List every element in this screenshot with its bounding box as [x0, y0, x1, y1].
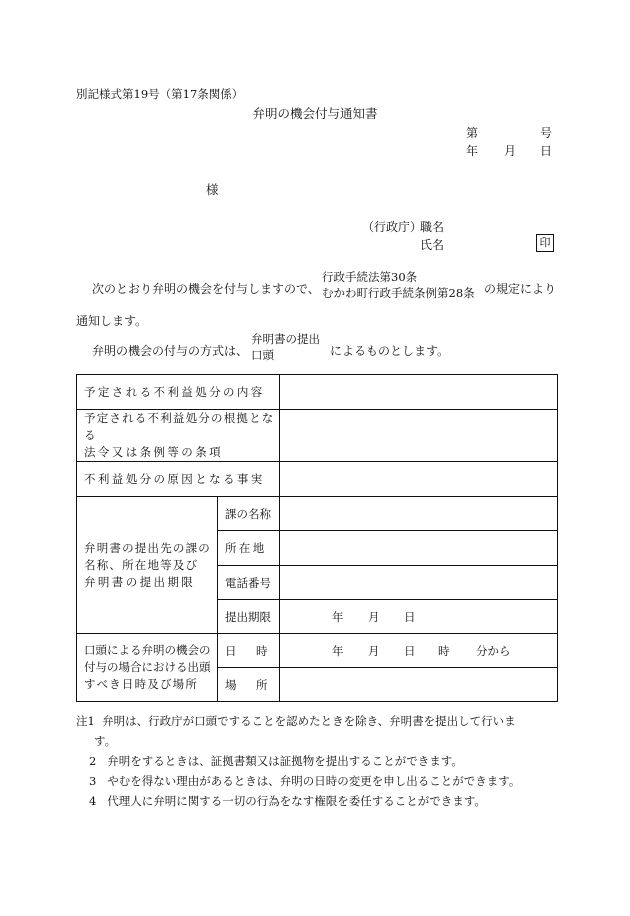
datetime-day: 日	[404, 643, 416, 658]
label-legal-basis-line1: 予定される不利益処分の根拠となる	[84, 411, 275, 442]
note-3-text: やむを得ない理由があるときは、弁明の日時の変更を申し出ることができます。	[107, 774, 521, 788]
label-place: 場 所	[218, 668, 280, 702]
law-option-1: 行政手続法第30条	[322, 270, 418, 284]
note-2-label: 2	[89, 754, 97, 768]
note-2	[76, 751, 566, 771]
note-4-text: 代理人に弁明に関する一切の行為をなす権限を委任することができます。	[107, 794, 486, 808]
label-oral-line1: 口頭による弁明の機会の	[84, 643, 211, 657]
value-deadline[interactable]	[280, 600, 558, 634]
addressee-honorific: 様	[206, 182, 219, 197]
value-place[interactable]	[280, 668, 558, 702]
datetime-minute: 分から	[476, 643, 511, 658]
deadline-year: 年	[332, 609, 344, 624]
value-cause-facts[interactable]	[280, 462, 558, 497]
law-option-2: むかわ町行政手続条例第28条	[322, 286, 475, 300]
label-section-name: 課の名称	[218, 497, 280, 531]
note-3	[76, 771, 566, 791]
label-submission-line3: 弁明書の提出期限	[84, 574, 196, 589]
label-submission-line2: 名称、所在地等及び	[84, 557, 199, 572]
note-1-continuation: す。	[94, 734, 117, 748]
datetime-month: 月	[368, 643, 380, 658]
body-line1-suffix: の規定により	[484, 282, 557, 296]
note-4	[76, 791, 566, 811]
label-datetime: 日 時	[218, 634, 280, 668]
value-planned-disposition[interactable]	[280, 375, 558, 410]
label-legal-basis	[77, 410, 280, 462]
label-submission-destination	[77, 497, 218, 634]
label-oral-line3: すべき日時及び場所	[84, 677, 199, 691]
notice-table	[76, 374, 558, 702]
label-phone: 電話番号	[218, 566, 280, 600]
sender-agency: （行政庁）	[362, 220, 423, 234]
note-4-label: 4	[89, 794, 97, 808]
label-oral-line2: 付与の場合における出頭	[84, 660, 211, 674]
value-section-name[interactable]	[280, 497, 558, 531]
document-title: 弁明の機会付与通知書	[252, 106, 378, 121]
note-3-label: 3	[89, 774, 97, 788]
sender-name-label: 氏名	[420, 238, 445, 252]
value-datetime[interactable]	[280, 634, 558, 668]
label-address: 所在地	[218, 531, 280, 566]
label-planned-disposition: 予定される不利益処分の内容	[77, 375, 280, 410]
method-option-1: 弁明書の提出	[251, 332, 320, 346]
date-day-label: 日	[540, 144, 553, 158]
datetime-hour: 時	[438, 643, 450, 658]
notes-section	[76, 711, 566, 811]
method-option-2: 口頭	[251, 348, 274, 362]
value-phone[interactable]	[280, 566, 558, 600]
note-1-label: 注1	[76, 714, 95, 728]
note-1	[76, 711, 566, 731]
deadline-month: 月	[368, 609, 380, 624]
sender-job-title: 職名	[420, 220, 445, 234]
seal-stamp: 印	[536, 234, 554, 252]
deadline-day: 日	[404, 609, 416, 624]
number-suffix: 号	[540, 126, 553, 140]
label-oral-hearing	[77, 634, 218, 702]
form-number-label: 別記様式第19号（第17条関係）	[76, 87, 244, 101]
note-2-text: 弁明をするときは、証拠書類又は証拠物を提出することができます。	[107, 754, 463, 768]
datetime-year: 年	[332, 643, 344, 658]
body-line2: 通知します。	[76, 314, 148, 328]
number-prefix: 第	[466, 126, 479, 140]
value-address[interactable]	[280, 531, 558, 566]
label-deadline: 提出期限	[218, 600, 280, 634]
label-legal-basis-line2: 法令又は条例等の条項	[84, 445, 223, 459]
method-suffix: によるものとします。	[330, 344, 450, 358]
body-line1-prefix: 次のとおり弁明の機会を付与しますので、	[92, 282, 320, 296]
date-year-label: 年	[466, 144, 479, 158]
label-submission-line1: 弁明書の提出先の課の	[84, 540, 211, 555]
method-prefix: 弁明の機会の付与の方式は、	[92, 344, 249, 358]
note-1-text: 弁明は、行政庁が口頭ですることを認めたときを除き、弁明書を提出して行いま	[102, 714, 516, 728]
label-cause-facts: 不利益処分の原因となる事実	[77, 462, 280, 497]
value-legal-basis[interactable]	[280, 410, 558, 462]
date-month-label: 月	[504, 144, 517, 158]
